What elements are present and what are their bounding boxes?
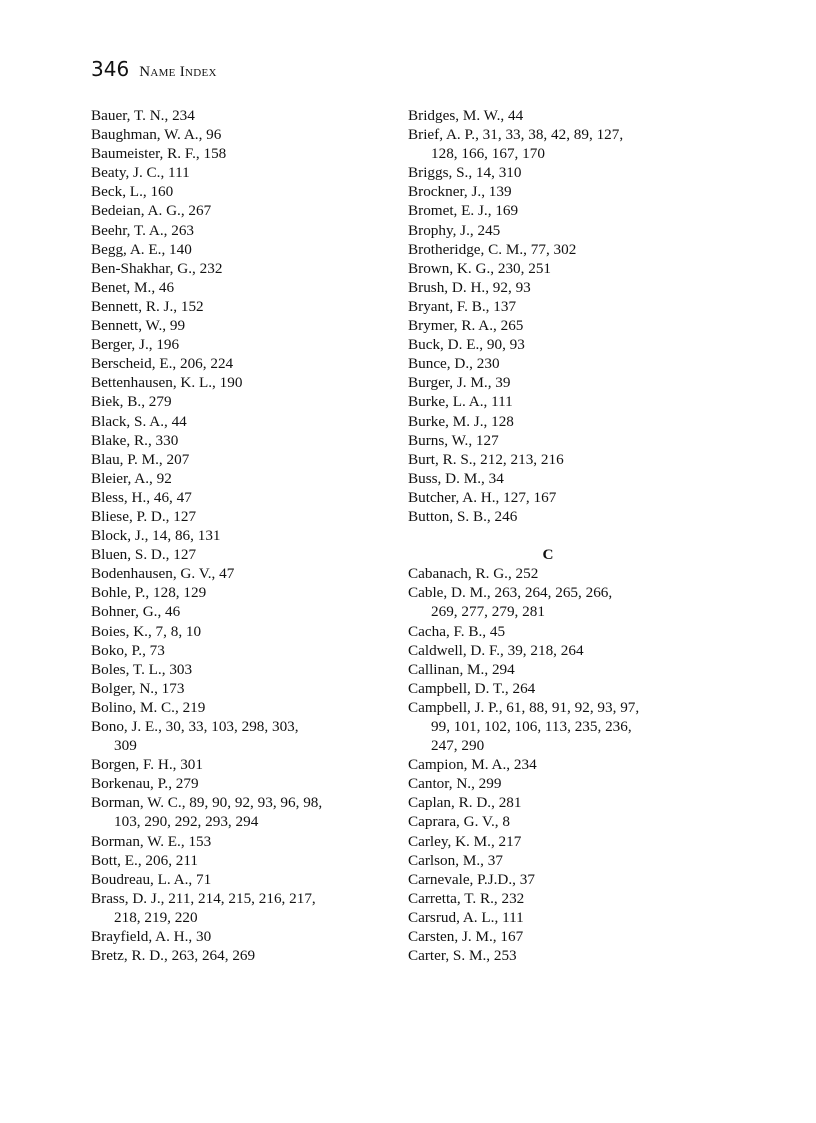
index-entry bbox=[91, 182, 391, 201]
entry-line: Bolino, M. C., 219 bbox=[91, 698, 206, 716]
index-entry bbox=[408, 507, 728, 526]
index-entry bbox=[91, 201, 391, 220]
index-entry bbox=[408, 774, 728, 793]
entry-line: Cabanach, R. G., 252 bbox=[408, 565, 539, 583]
index-entry bbox=[408, 832, 728, 851]
index-entry bbox=[91, 144, 391, 163]
entry-line: Carley, K. M., 217 bbox=[408, 832, 522, 850]
entry-line: Butcher, A. H., 127, 167 bbox=[408, 488, 557, 506]
entry-line: Borman, W. E., 153 bbox=[91, 832, 212, 850]
entry-line: Bliese, P. D., 127 bbox=[91, 507, 197, 525]
index-entry bbox=[91, 545, 391, 564]
entry-line: Bodenhausen, G. V., 47 bbox=[91, 565, 235, 583]
index-entry bbox=[408, 125, 728, 163]
index-entry bbox=[91, 717, 391, 755]
entry-line: Bridges, M. W., 44 bbox=[408, 107, 524, 124]
running-header bbox=[91, 57, 217, 87]
entry-line: Bettenhausen, K. L., 190 bbox=[91, 374, 243, 392]
entry-line: Borgen, F. H., 301 bbox=[91, 756, 203, 774]
index-entry bbox=[91, 488, 391, 507]
entry-line: Berscheid, E., 206, 224 bbox=[91, 355, 234, 373]
index-entry bbox=[408, 927, 728, 946]
index-entry bbox=[408, 889, 728, 908]
entry-line: Bretz, R. D., 263, 264, 269 bbox=[91, 947, 256, 965]
entry-line: Bauer, T. N., 234 bbox=[91, 107, 195, 124]
entry-line: Brophy, J., 245 bbox=[408, 221, 501, 239]
entry-line: Blake, R., 330 bbox=[91, 431, 179, 449]
entry-line: Bono, J. E., 30, 33, 103, 298, 303, bbox=[91, 718, 299, 735]
index-entry bbox=[91, 469, 391, 488]
index-entry bbox=[408, 335, 728, 354]
index-entry bbox=[91, 526, 391, 545]
index-entry bbox=[91, 259, 391, 278]
entry-line: Brown, K. G., 230, 251 bbox=[408, 259, 552, 277]
index-entry bbox=[408, 373, 728, 392]
index-entry bbox=[91, 602, 391, 621]
entry-line: Carsten, J. M., 167 bbox=[408, 928, 524, 946]
entry-line: Brass, D. J., 211, 214, 215, 216, 217, bbox=[91, 889, 316, 907]
index-entry bbox=[91, 392, 391, 411]
entry-line: Caplan, R. D., 281 bbox=[408, 794, 522, 812]
entry-line: Bromet, E. J., 169 bbox=[408, 202, 519, 220]
index-column-left bbox=[91, 106, 391, 965]
entry-continuation-line: 103, 290, 292, 293, 294 bbox=[114, 813, 259, 831]
entry-line: Caprara, G. V., 8 bbox=[408, 813, 510, 831]
entry-line: Brief, A. P., 31, 33, 38, 42, 89, 127, bbox=[408, 126, 624, 144]
entry-line: Blau, P. M., 207 bbox=[91, 450, 190, 468]
index-entry bbox=[91, 679, 391, 698]
entry-line: Baughman, W. A., 96 bbox=[91, 126, 222, 144]
index-entry bbox=[408, 450, 728, 469]
entry-continuation-line: 128, 166, 167, 170 bbox=[431, 145, 545, 163]
index-entry bbox=[91, 316, 391, 335]
entry-line: Campbell, D. T., 264 bbox=[408, 679, 536, 697]
entry-line: Beaty, J. C., 111 bbox=[91, 164, 190, 182]
entry-line: Bennett, W., 99 bbox=[91, 317, 186, 335]
entry-line: Carsrud, A. L., 111 bbox=[408, 908, 524, 926]
entry-line: Cacha, F. B., 45 bbox=[408, 622, 506, 640]
entry-line: Black, S. A., 44 bbox=[91, 412, 187, 430]
entry-line: Buss, D. M., 34 bbox=[408, 469, 504, 487]
index-entry bbox=[91, 163, 391, 182]
index-entry bbox=[91, 641, 391, 660]
index-entry bbox=[408, 641, 728, 660]
entry-line: Callinan, M., 294 bbox=[408, 660, 515, 678]
entry-line: Boudreau, L. A., 71 bbox=[91, 870, 212, 888]
entry-line: Bless, H., 46, 47 bbox=[91, 488, 192, 506]
index-entry bbox=[91, 450, 391, 469]
entry-continuation-line: 99, 101, 102, 106, 113, 235, 236, bbox=[431, 718, 632, 735]
entry-line: Campion, M. A., 234 bbox=[408, 756, 537, 774]
index-entry bbox=[91, 622, 391, 641]
entry-line: Cable, D. M., 263, 264, 265, 266, bbox=[408, 584, 613, 602]
index-entry bbox=[408, 812, 728, 831]
entry-line: Bennett, R. J., 152 bbox=[91, 297, 204, 315]
index-entry bbox=[408, 622, 728, 641]
index-entry bbox=[408, 431, 728, 450]
index-entry bbox=[408, 316, 728, 335]
entry-line: Campbell, J. P., 61, 88, 91, 92, 93, 97, bbox=[408, 698, 640, 716]
entry-line: Borman, W. C., 89, 90, 92, 93, 96, 98, bbox=[91, 794, 323, 812]
entry-line: Carlson, M., 37 bbox=[408, 851, 503, 869]
index-entry bbox=[91, 851, 391, 870]
page-number: 346 bbox=[91, 57, 130, 81]
entry-continuation-line: 218, 219, 220 bbox=[114, 908, 198, 926]
entry-line: Burke, L. A., 111 bbox=[408, 393, 513, 411]
entry-line: Carnevale, P.J.D., 37 bbox=[408, 870, 535, 888]
header-title: Name Index bbox=[139, 64, 217, 80]
entry-line: Burke, M. J., 128 bbox=[408, 412, 514, 430]
index-entry bbox=[91, 889, 391, 927]
index-entry bbox=[91, 297, 391, 316]
index-entry bbox=[408, 793, 728, 812]
index-entry bbox=[408, 259, 728, 278]
index-entry bbox=[408, 583, 728, 621]
index-entry bbox=[91, 583, 391, 602]
entry-line: Briggs, S., 14, 310 bbox=[408, 164, 522, 182]
index-entry bbox=[408, 201, 728, 220]
entry-line: Benet, M., 46 bbox=[91, 278, 175, 296]
entry-continuation-line: 309 bbox=[114, 737, 137, 755]
index-entry bbox=[408, 106, 728, 125]
entry-line: Burns, W., 127 bbox=[408, 431, 499, 449]
index-entry bbox=[408, 908, 728, 927]
index-entry bbox=[91, 335, 391, 354]
entry-continuation-line: 269, 277, 279, 281 bbox=[431, 603, 545, 621]
index-entry bbox=[91, 125, 391, 144]
entry-line: Brymer, R. A., 265 bbox=[408, 317, 524, 335]
index-entry bbox=[91, 946, 391, 965]
entry-line: Bedeian, A. G., 267 bbox=[91, 202, 212, 220]
entry-line: Bott, E., 206, 211 bbox=[91, 851, 199, 869]
entry-line: Bohner, G., 46 bbox=[91, 603, 181, 621]
index-entry bbox=[408, 412, 728, 431]
entry-line: Biek, B., 279 bbox=[91, 393, 172, 411]
index-column-right bbox=[408, 106, 728, 965]
index-section-c bbox=[408, 564, 728, 965]
index-entry bbox=[91, 354, 391, 373]
entry-line: Brush, D. H., 92, 93 bbox=[408, 278, 531, 296]
entry-line: Boko, P., 73 bbox=[91, 641, 165, 659]
index-entry bbox=[91, 221, 391, 240]
entry-line: Borkenau, P., 279 bbox=[91, 775, 199, 793]
index-entry bbox=[91, 660, 391, 679]
entry-line: Brayfield, A. H., 30 bbox=[91, 928, 212, 946]
index-entry bbox=[408, 660, 728, 679]
index-entry bbox=[408, 297, 728, 316]
entry-line: Cantor, N., 299 bbox=[408, 775, 502, 793]
entry-line: Begg, A. E., 140 bbox=[91, 240, 192, 258]
index-section-b-continued bbox=[408, 106, 728, 526]
entry-line: Burger, J. M., 39 bbox=[408, 374, 511, 392]
entry-line: Bunce, D., 230 bbox=[408, 355, 500, 373]
entry-line: Button, S. B., 246 bbox=[408, 507, 518, 525]
entry-line: Berger, J., 196 bbox=[91, 336, 180, 354]
index-entry bbox=[91, 755, 391, 774]
index-entry bbox=[408, 488, 728, 507]
index-entry bbox=[408, 679, 728, 698]
index-entry bbox=[408, 755, 728, 774]
entry-line: Boles, T. L., 303 bbox=[91, 660, 193, 678]
index-entry bbox=[91, 927, 391, 946]
index-entry bbox=[408, 870, 728, 889]
index-entry bbox=[408, 469, 728, 488]
index-entry bbox=[408, 163, 728, 182]
entry-line: Carretta, T. R., 232 bbox=[408, 889, 525, 907]
entry-line: Brockner, J., 139 bbox=[408, 183, 512, 201]
index-entry bbox=[408, 946, 728, 965]
index-entry bbox=[91, 373, 391, 392]
index-entry bbox=[408, 278, 728, 297]
index-entry bbox=[408, 221, 728, 240]
entry-line: Bluen, S. D., 127 bbox=[91, 546, 197, 564]
index-entry bbox=[91, 412, 391, 431]
index-entry bbox=[91, 278, 391, 297]
index-entry bbox=[408, 182, 728, 201]
entry-line: Beehr, T. A., 263 bbox=[91, 221, 195, 239]
index-entry bbox=[91, 431, 391, 450]
entry-line: Carter, S. M., 253 bbox=[408, 947, 517, 965]
index-entry bbox=[408, 240, 728, 259]
index-entry bbox=[408, 392, 728, 411]
entry-line: Baumeister, R. F., 158 bbox=[91, 145, 227, 163]
entry-line: Burt, R. S., 212, 213, 216 bbox=[408, 450, 564, 468]
index-entry bbox=[91, 793, 391, 831]
entry-line: Bolger, N., 173 bbox=[91, 679, 185, 697]
entry-line: Bryant, F. B., 137 bbox=[408, 297, 517, 315]
entry-line: Beck, L., 160 bbox=[91, 183, 174, 201]
index-entry bbox=[408, 564, 728, 583]
index-entry bbox=[408, 698, 728, 755]
entry-continuation-line: 247, 290 bbox=[431, 737, 485, 755]
index-entry bbox=[91, 240, 391, 259]
index-entry bbox=[91, 106, 391, 125]
entry-line: Bohle, P., 128, 129 bbox=[91, 584, 207, 602]
index-entry bbox=[408, 851, 728, 870]
entry-line: Caldwell, D. F., 39, 218, 264 bbox=[408, 641, 584, 659]
entry-line: Brotheridge, C. M., 77, 302 bbox=[408, 240, 577, 258]
index-entry bbox=[91, 832, 391, 851]
index-entry bbox=[91, 774, 391, 793]
index-entry bbox=[91, 698, 391, 717]
entry-line: Ben-Shakhar, G., 232 bbox=[91, 259, 223, 277]
index-entry bbox=[91, 564, 391, 583]
index-entry bbox=[408, 354, 728, 373]
entry-line: Bleier, A., 92 bbox=[91, 469, 172, 487]
index-entry bbox=[91, 507, 391, 526]
entry-line: Block, J., 14, 86, 131 bbox=[91, 527, 221, 545]
index-entry bbox=[91, 870, 391, 889]
section-letter-c: C bbox=[542, 546, 554, 564]
entry-line: Buck, D. E., 90, 93 bbox=[408, 336, 525, 354]
entry-line: Boies, K., 7, 8, 10 bbox=[91, 622, 202, 640]
